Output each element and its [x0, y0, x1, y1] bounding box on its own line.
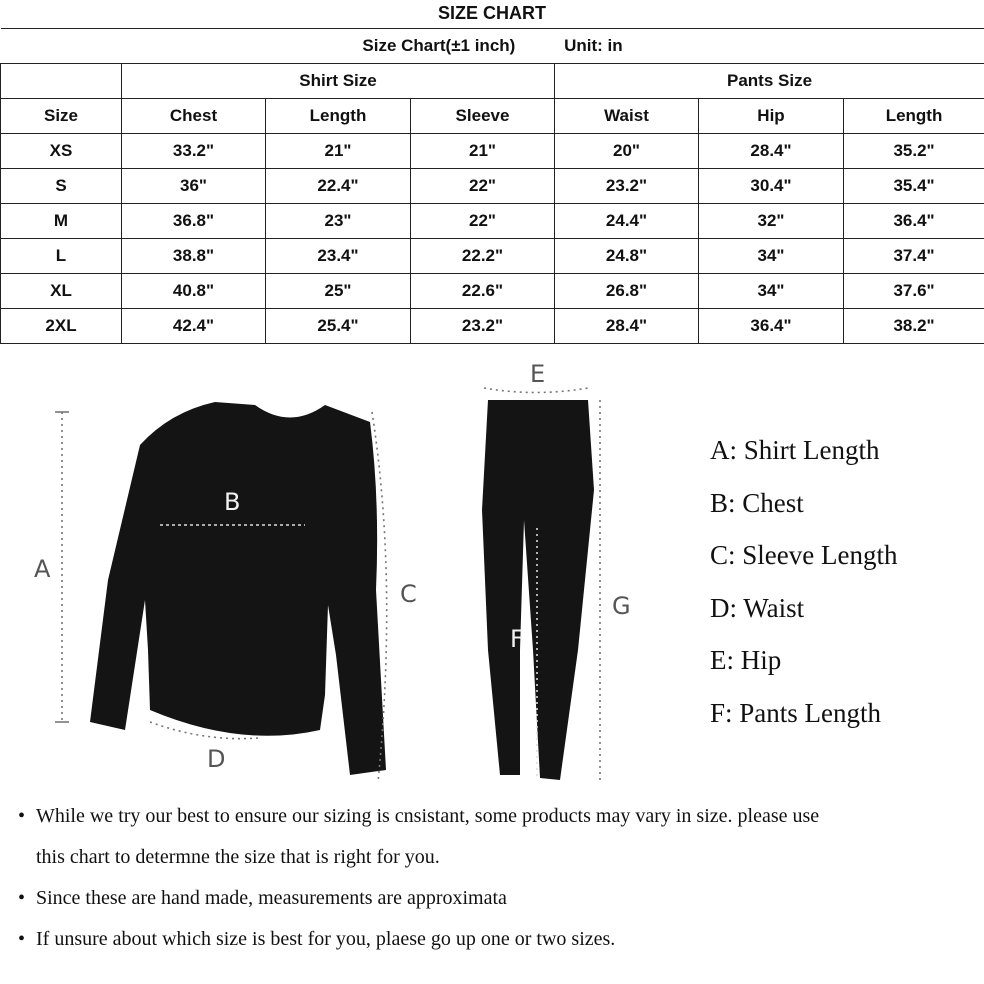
table-cell: 33.2"	[122, 134, 266, 169]
table-row	[1, 204, 984, 239]
table-cell: 22.2"	[411, 239, 555, 274]
label-g: G	[612, 592, 631, 620]
note-item	[18, 796, 978, 837]
bullet: •	[18, 928, 26, 950]
table-cell: 36.4"	[699, 309, 844, 344]
table-cell: 22"	[411, 204, 555, 239]
group-header-pants: Pants Size	[555, 64, 984, 99]
table-row	[1, 134, 984, 169]
table-cell: 35.2"	[844, 134, 984, 169]
table-cell: 23.2"	[555, 169, 699, 204]
table-cell: S	[1, 169, 122, 204]
table-cell: 40.8"	[122, 274, 266, 309]
note-text: If unsure about which size is best for you, plaese go up one or two sizes.	[36, 928, 616, 950]
table-cell: 37.6"	[844, 274, 984, 309]
column-header: Length	[844, 99, 984, 134]
notes	[18, 796, 978, 960]
note-text: While we try our best to ensure our sizing is cnsistant, some products may vary in size. please use	[36, 805, 820, 827]
table-cell: 35.4"	[844, 169, 984, 204]
note-text: Since these are hand made, measurements are approximata	[36, 887, 507, 909]
legend-item: A: Shirt Length	[710, 435, 880, 465]
table-cell: 37.4"	[844, 239, 984, 274]
column-header-row	[1, 99, 984, 134]
table-cell: 34"	[699, 274, 844, 309]
table-cell: 25.4"	[266, 309, 411, 344]
table-cell: 22"	[411, 169, 555, 204]
table-row	[1, 274, 984, 309]
label-d: D	[207, 745, 226, 773]
table-cell: 23.2"	[411, 309, 555, 344]
table-cell: 22.4"	[266, 169, 411, 204]
legend-item: B: Chest	[710, 487, 804, 518]
column-header: Sleeve	[411, 99, 555, 134]
group-header-shirt: Shirt Size	[122, 64, 555, 99]
table-cell: 36.4"	[844, 204, 984, 239]
table-cell: L	[1, 239, 122, 274]
page-title: SIZE CHART	[438, 3, 546, 23]
table-cell: XL	[1, 274, 122, 309]
table-cell: XS	[1, 134, 122, 169]
note-text-continued: this chart to determne the size that is right for you.	[36, 846, 440, 868]
label-a: A	[34, 555, 51, 583]
table-cell: 38.8"	[122, 239, 266, 274]
table-cell: 28.4"	[555, 309, 699, 344]
table-cell: 38.2"	[844, 309, 984, 344]
table-cell: 34"	[699, 239, 844, 274]
group-header-empty	[1, 64, 122, 99]
table-cell: 2XL	[1, 309, 122, 344]
table-cell: 23"	[266, 204, 411, 239]
table-cell: 36"	[122, 169, 266, 204]
table-row	[1, 309, 984, 344]
table-cell: 24.4"	[555, 204, 699, 239]
table-cell: 32"	[699, 204, 844, 239]
bullet: •	[18, 805, 26, 827]
column-header: Waist	[555, 99, 699, 134]
legend-item: C: Sleeve Length	[710, 540, 898, 570]
note-item	[18, 919, 978, 960]
label-c: C	[400, 580, 417, 608]
legend-item: F: Pants Length	[710, 697, 882, 728]
size-chart-table	[0, 28, 984, 344]
column-header: Chest	[122, 99, 266, 134]
label-b: B	[224, 488, 241, 516]
table-cell: 21"	[266, 134, 411, 169]
table-cell: 25"	[266, 274, 411, 309]
table-row	[1, 169, 984, 204]
pants-silhouette	[482, 400, 594, 780]
column-header: Length	[266, 99, 411, 134]
table-cell: 28.4"	[699, 134, 844, 169]
note-item	[18, 878, 978, 919]
legend-list	[710, 430, 897, 745]
table-cell: 22.6"	[411, 274, 555, 309]
table-cell: 21"	[411, 134, 555, 169]
caption-cell	[1, 29, 984, 64]
label-e: E	[530, 360, 546, 388]
table-cell: 26.8"	[555, 274, 699, 309]
legend-item: E: Hip	[710, 645, 782, 675]
table-cell: 24.8"	[555, 239, 699, 274]
caption-unit: Unit: in	[564, 36, 623, 55]
table-cell: 23.4"	[266, 239, 411, 274]
table-row	[1, 239, 984, 274]
legend-item: D: Waist	[710, 592, 805, 623]
bullet: •	[18, 887, 26, 909]
table-cell: M	[1, 204, 122, 239]
table-cell: 20"	[555, 134, 699, 169]
column-header: Size	[1, 99, 122, 134]
garment-diagram	[0, 350, 700, 790]
table-cell: 36.8"	[122, 204, 266, 239]
column-header: Hip	[699, 99, 844, 134]
table-cell: 42.4"	[122, 309, 266, 344]
caption-text: Size Chart(±1 inch)	[362, 36, 516, 55]
group-header-row	[1, 64, 984, 99]
shirt-silhouette	[90, 402, 386, 775]
caption-row	[1, 29, 984, 64]
table-cell: 30.4"	[699, 169, 844, 204]
label-f: F	[510, 625, 524, 653]
